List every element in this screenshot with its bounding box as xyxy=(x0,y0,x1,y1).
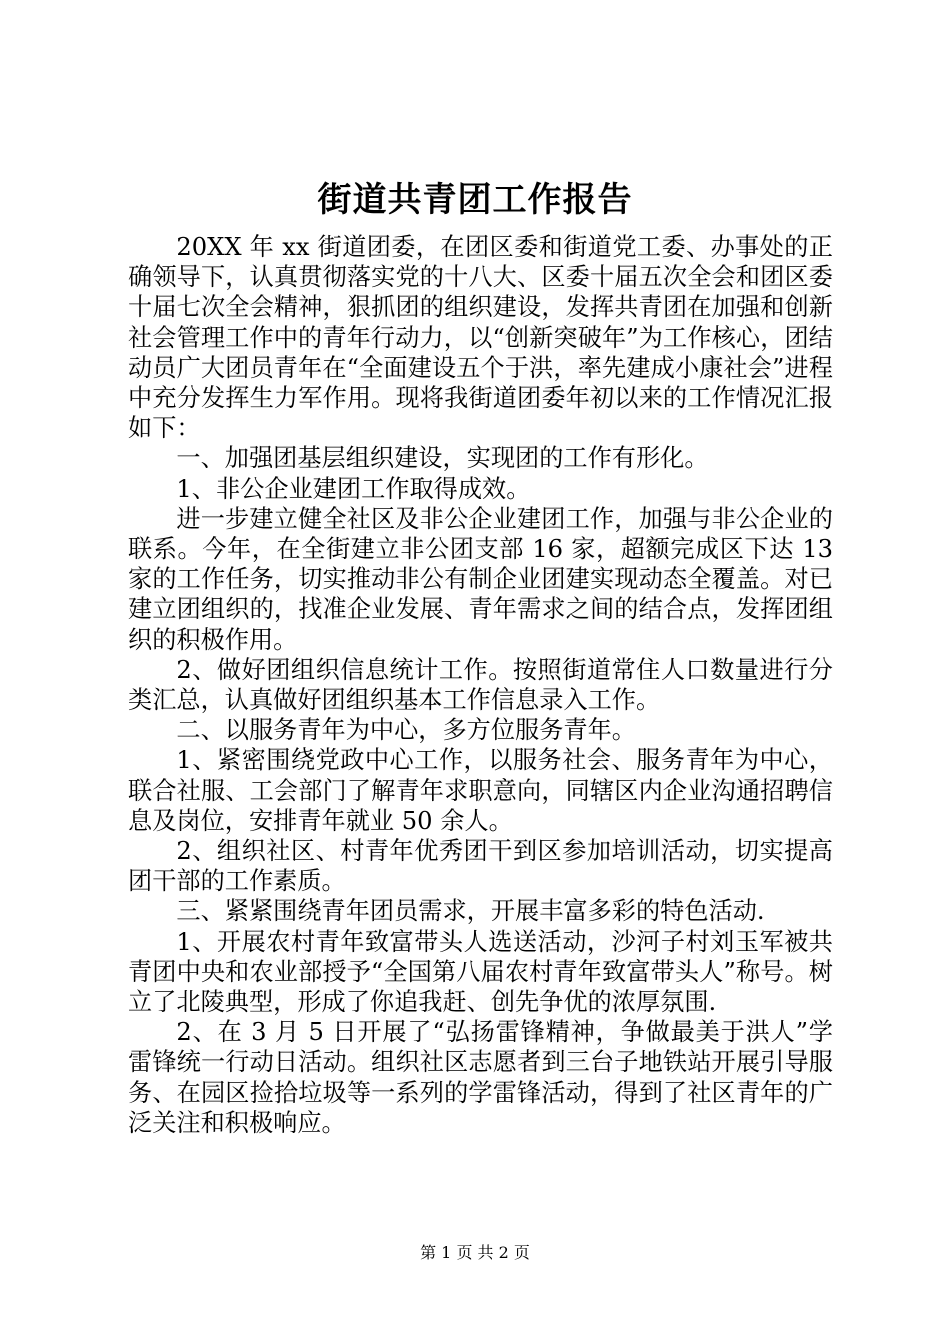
paragraph-1-1: 进一步建立健全社区及非公企业建团工作，加强与非公企业的联系。今年，在全街建立非公团支部 16 家，超额完成区下达 13 家的工作任务，切实推动非公有制企业团建实现动态全覆盖。对已建立团组织的，找准企业发展、青年需求之间的结合点，发挥团组织的积极作用。 xyxy=(128,504,833,654)
heading-section-2: 二、以服务青年为中心，多方位服务青年。 xyxy=(176,716,636,745)
document-title: 街道共青团工作报告 xyxy=(317,180,633,220)
heading-section-3: 三、紧紧围绕青年团员需求，开展丰富多彩的特色活动. xyxy=(176,897,765,926)
paragraph-1-2: 2、做好团组织信息统计工作。按照街道常住人口数量进行分类汇总，认真做好团组织基本工作信息录入工作。 xyxy=(128,655,833,715)
page-footer: 第 1 页 共 2 页 xyxy=(420,1243,530,1262)
paragraph-intro: 20XX 年 xx 街道团委，在团区委和街道党工委、办事处的正确领导下，认真贯彻落实党的十八大、区委十届五次全会和团区委十届七次全会精神，狠抓团的组织建设，发挥共青团在加强和创新社会管理工作中的青年行动力，以“创新突破年”为工作核心，团结动员广大团员青年在“全面建设五个于洪，率先建成小康社会”进程中充分发挥生力军作用。现将我街道团委年初以来的工作情况汇报如下： xyxy=(128,233,833,443)
heading-section-1: 一、加强团基层组织建设，实现团的工作有形化。 xyxy=(176,444,709,473)
paragraph-3-2: 2、在 3 月 5 日开展了“弘扬雷锋精神，争做最美于洪人”学雷锋统一行动日活动。组织社区志愿者到三台子地铁站开展引导服务、在园区捡拾垃圾等一系列的学雷锋活动，得到了社区青年的广泛关注和积极响应。 xyxy=(128,1018,833,1137)
paragraph-2-1: 1、紧密围绕党政中心工作，以服务社会、服务青年为中心，联合社服、工会部门了解青年求职意向，同辖区内企业沟通招聘信息及岗位，安排青年就业 50 余人。 xyxy=(128,746,833,835)
document-body xyxy=(128,232,833,1138)
paragraph-2-2: 2、组织社区、村青年优秀团干到区参加培训活动，切实提高团干部的工作素质。 xyxy=(128,837,833,896)
paragraph-3-1: 1、开展农村青年致富带头人选送活动，沙河子村刘玉军被共青团中央和农业部授予“全国第八届农村青年致富带头人”称号。树立了北陵典型，形成了你追我赶、创先争优的浓厚氛围. xyxy=(128,927,833,1017)
subheading-1-1: 1、非公企业建团工作取得成效。 xyxy=(176,474,531,503)
